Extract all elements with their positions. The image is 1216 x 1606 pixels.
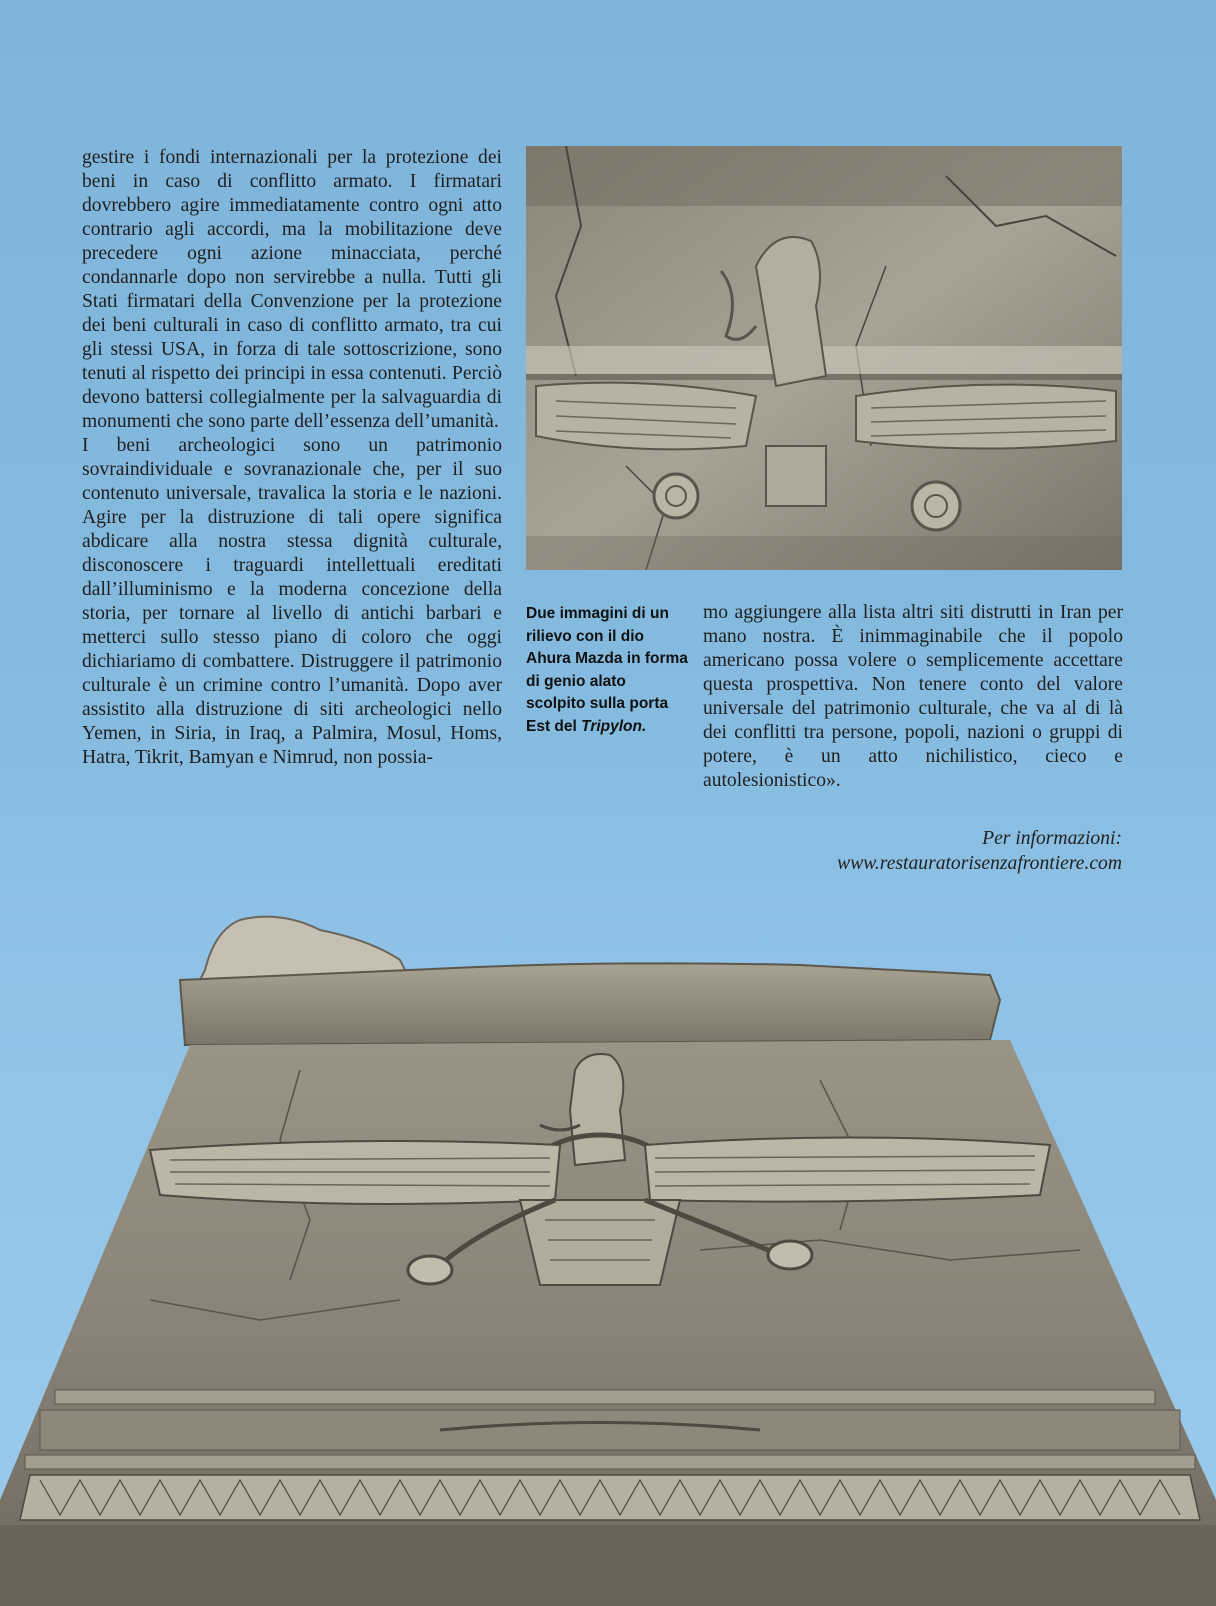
article-paragraph: mo aggiungere alla lista altri siti distrutti in Iran per mano nostra. È inimmaginabile che il popolo americano possa volere o semplicemente accettare questa prospettiva. Non tenere conto del valore universale del patrimonio culturale, che va al di là dei conflitti tra persone, popoli, nazioni o gruppi di potere, è un atto nichilistico, cieco e autolesionistico».: [703, 602, 1123, 791]
article-column-left: [82, 146, 502, 770]
article-column-right: [703, 601, 1123, 793]
article-paragraph: I beni archeologici sono un patrimonio sovraindividuale e sovranazionale che, per il suo contenuto universale, travalica la storia e le nazioni. Agire per la distruzione di tali opere significa abdicare alla nostra stessa dignità culturale, disconoscere i traguardi intellettuali ereditati dall’illuminismo e la moderna concezione della storia, per tornare al livello di antichi barbari e metterci sullo stesso piano di coloro che oggi dichiariamo di combattere. Distruggere il patrimonio culturale è un crimine contro l’umanità. Dopo aver assistito alla distruzione di siti archeologici nello Yemen, in Siria, in Iraq, a Palmira, Mosul, Homs, Hatra, Tikrit, Bamyan e Nimrud, non possia-: [82, 435, 502, 768]
info-block: [702, 826, 1122, 876]
caption-italic: Tripylon.: [581, 717, 647, 735]
photo-caption: [526, 603, 688, 738]
relief-photo-gateway: [0, 900, 1216, 1606]
article-paragraph: gestire i fondi internazionali per la protezione dei beni in caso di conflitto armato. I firmatari dovrebbero agire immediatamente contro ogni atto contrario agli accordi, ma la mobilitazione deve precedere ogni azione minacciata, perché condannarle dopo non servirebbe a nulla. Tutti gli Stati firmatari della Convenzione per la protezione dei beni culturali in caso di conflitto armato, tra cui gli stessi USA, in forza di tale sottoscrizione, sono tenuti al rispetto dei principi in essa contenuti. Perciò devono battersi collegialmente per la salvaguardia di monumenti che sono parte dell’essenza dell’umanità.: [82, 147, 502, 432]
info-url: www.restauratorisenzafrontiere.com: [837, 853, 1122, 874]
info-label: Per informazioni:: [982, 828, 1122, 849]
relief-photo-closeup: [526, 146, 1122, 570]
caption-text: Due immagini di un rilievo con il dio Ahura Mazda in forma di genio alato scolpito sulla porta Est del: [526, 605, 688, 735]
